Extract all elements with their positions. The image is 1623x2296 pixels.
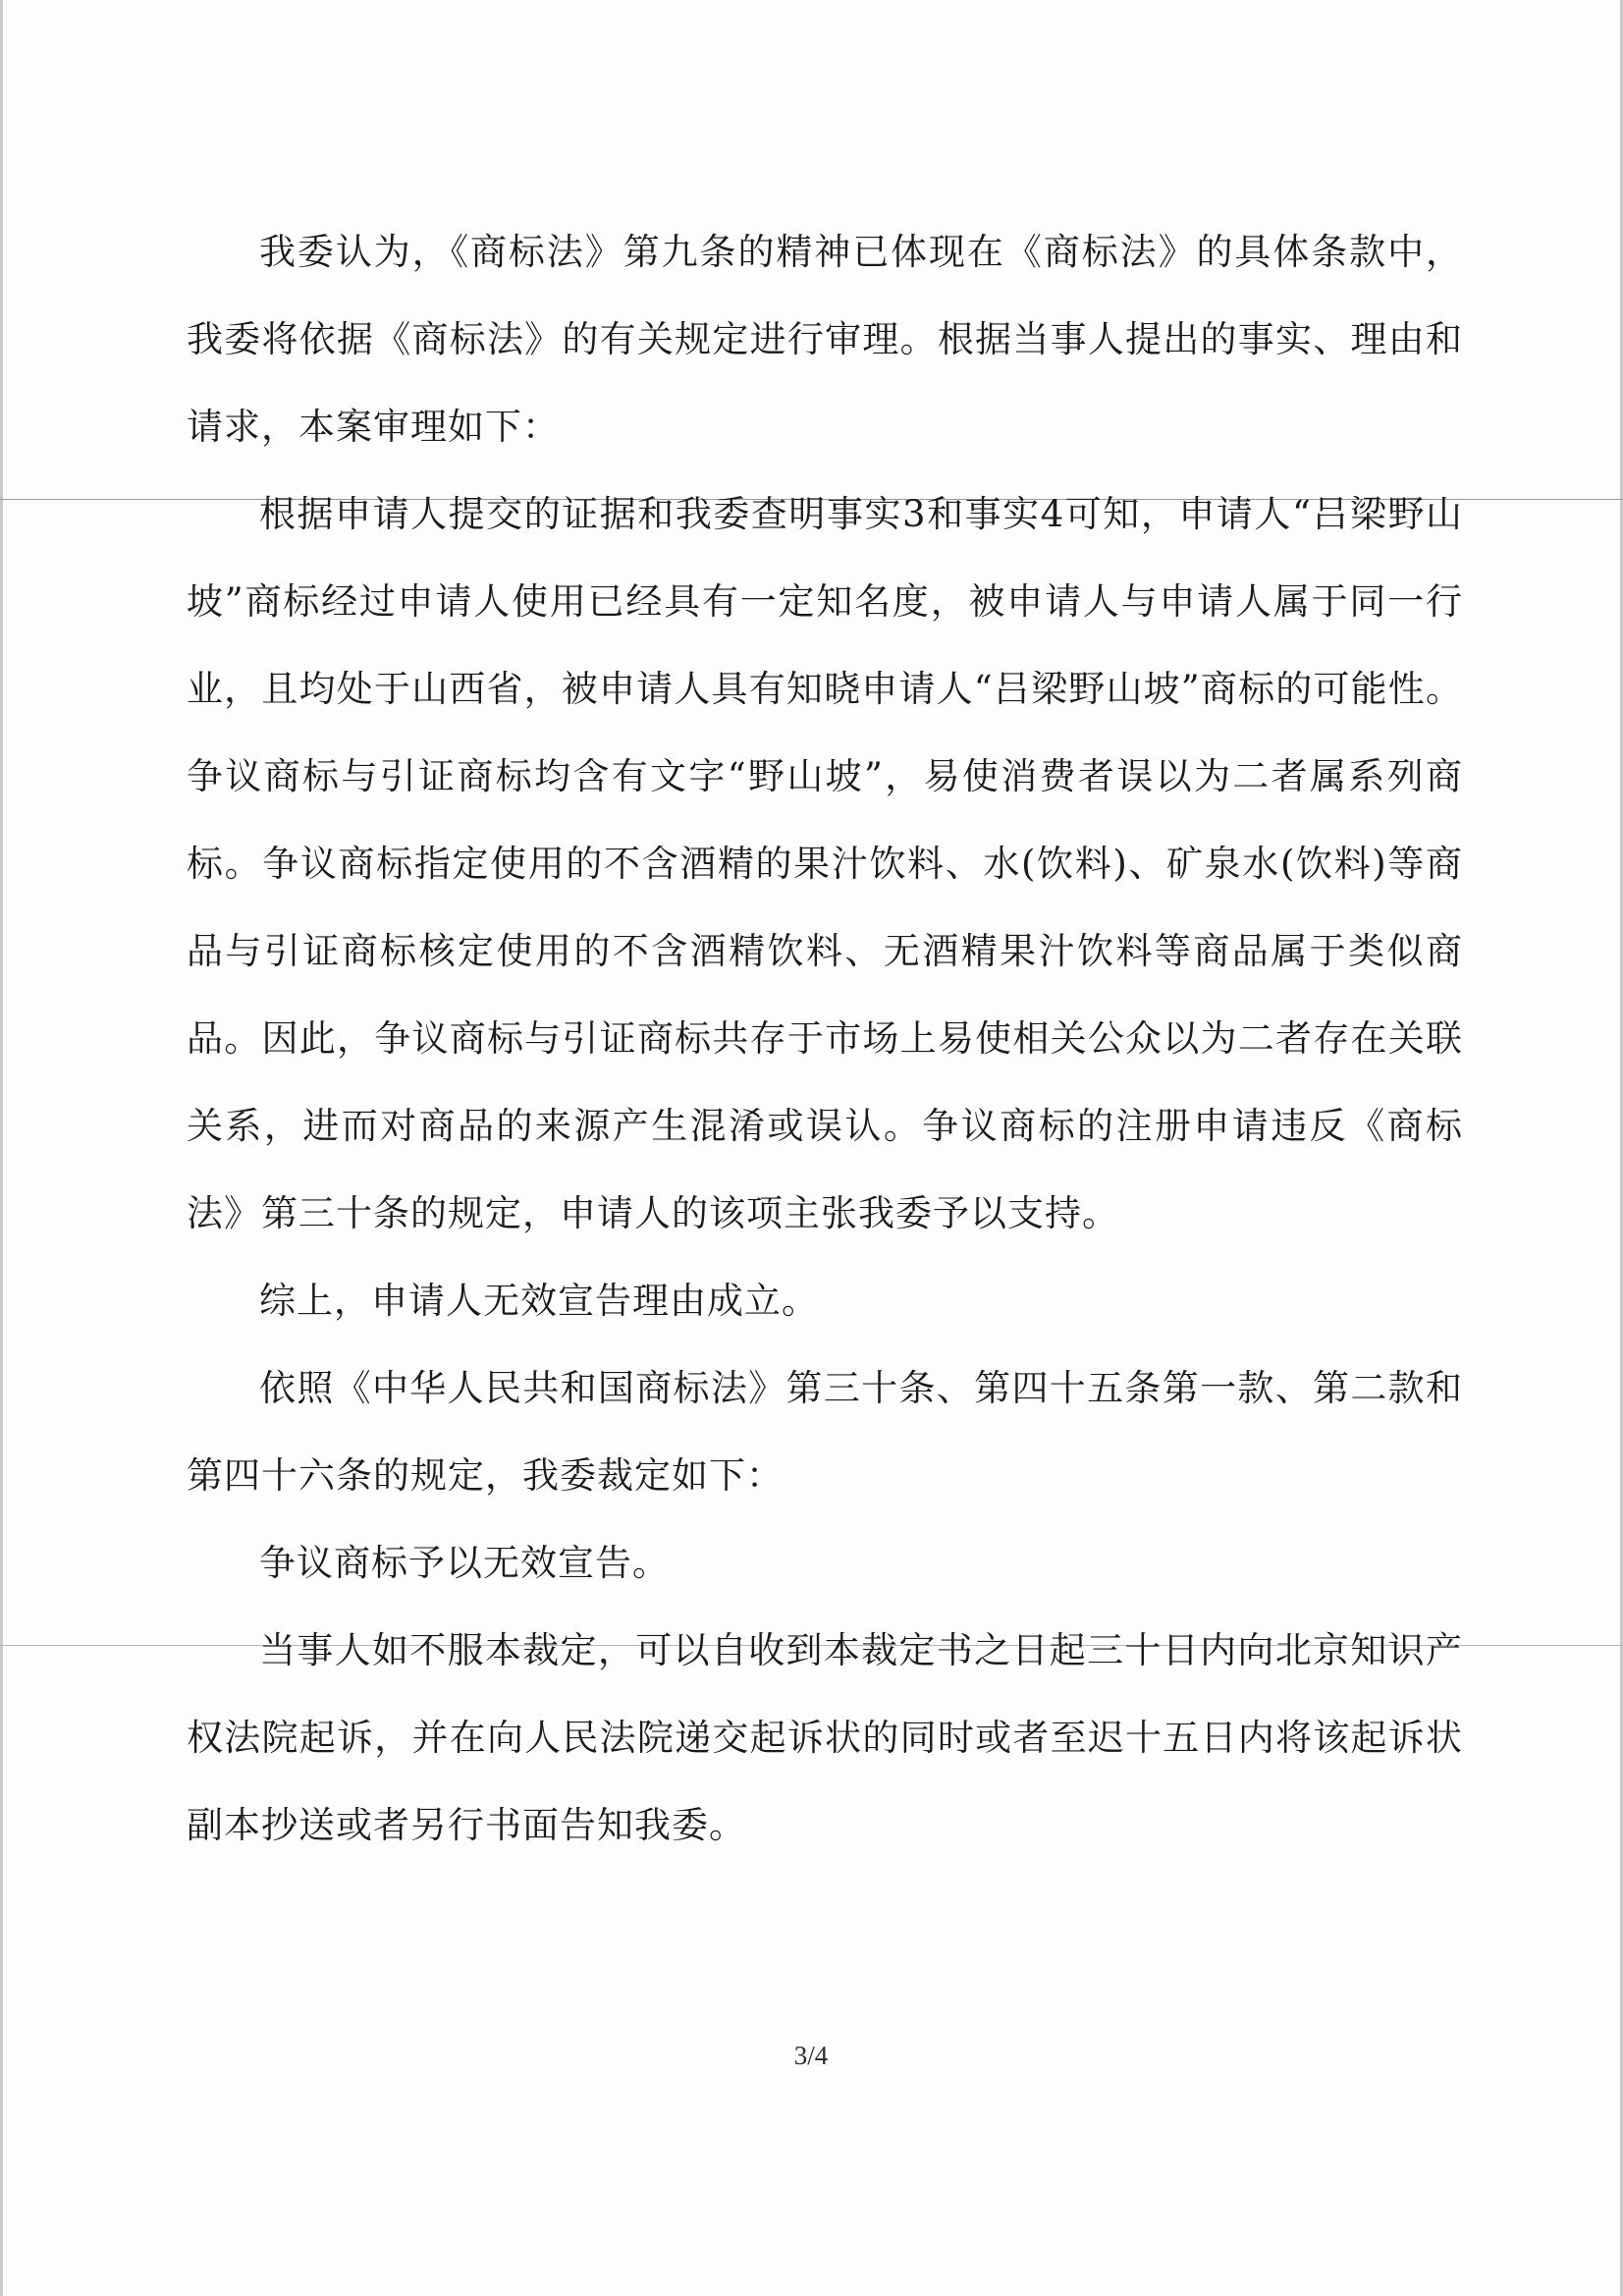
paragraph-decision: 争议商标予以无效宣告。 — [259, 1542, 670, 1584]
page-number: 3/4 — [793, 2041, 829, 2070]
paragraph-analysis: 根据申请人提交的证据和我委查明事实3和事实4可知，申请人“吕梁野山坡”商标经过申请人使用已经具有一定知名度，被申请人与申请人属于同一行业，且均处于山西省，被申请人具有知晓申请人“吕梁野山坡”商标的可能性。争议商标与引证商标均含有文字“野山坡”，易使消费者误以为二者属系列商标。争议商标指定使用的不含酒精的果汁饮料、水(饮料)、矿泉水(饮料)等商品与引证商标核定使用的不含酒精饮料、无酒精果汁饮料等商品属于类似商品。因此，争议商标与引证商标共存于市场上易使相关公众以为二者存在关联关系，进而对商品的来源产生混淆或误认。争议商标的注册申请违反《商标法》第三十条的规定，申请人的该项主张我委予以支持。 — [187, 493, 1463, 1234]
paragraph-legal-basis: 依照《中华人民共和国商标法》第三十条、第四十五条第一款、第二款和第四十六条的规定，我委裁定如下： — [187, 1367, 1463, 1497]
paragraph-appeal-notice: 当事人如不服本裁定，可以自收到本裁定书之日起三十日内向北京知识产权法院起诉，并在向人民法院递交起诉状的同时或者至迟十五日内将该起诉状副本抄送或者另行书面告知我委。 — [187, 1629, 1463, 1846]
paragraph-conclusion: 综上，申请人无效宣告理由成立。 — [259, 1280, 819, 1322]
paragraph-ruling-basis: 我委认为，《商标法》第九条的精神已体现在《商标法》的具体条款中，我委将依据《商标法》的有关规定进行审理。根据当事人提出的事实、理由和请求，本案审理如下： — [187, 231, 1463, 448]
scan-edge-left — [0, 0, 3, 2296]
document-body — [187, 208, 1463, 1869]
